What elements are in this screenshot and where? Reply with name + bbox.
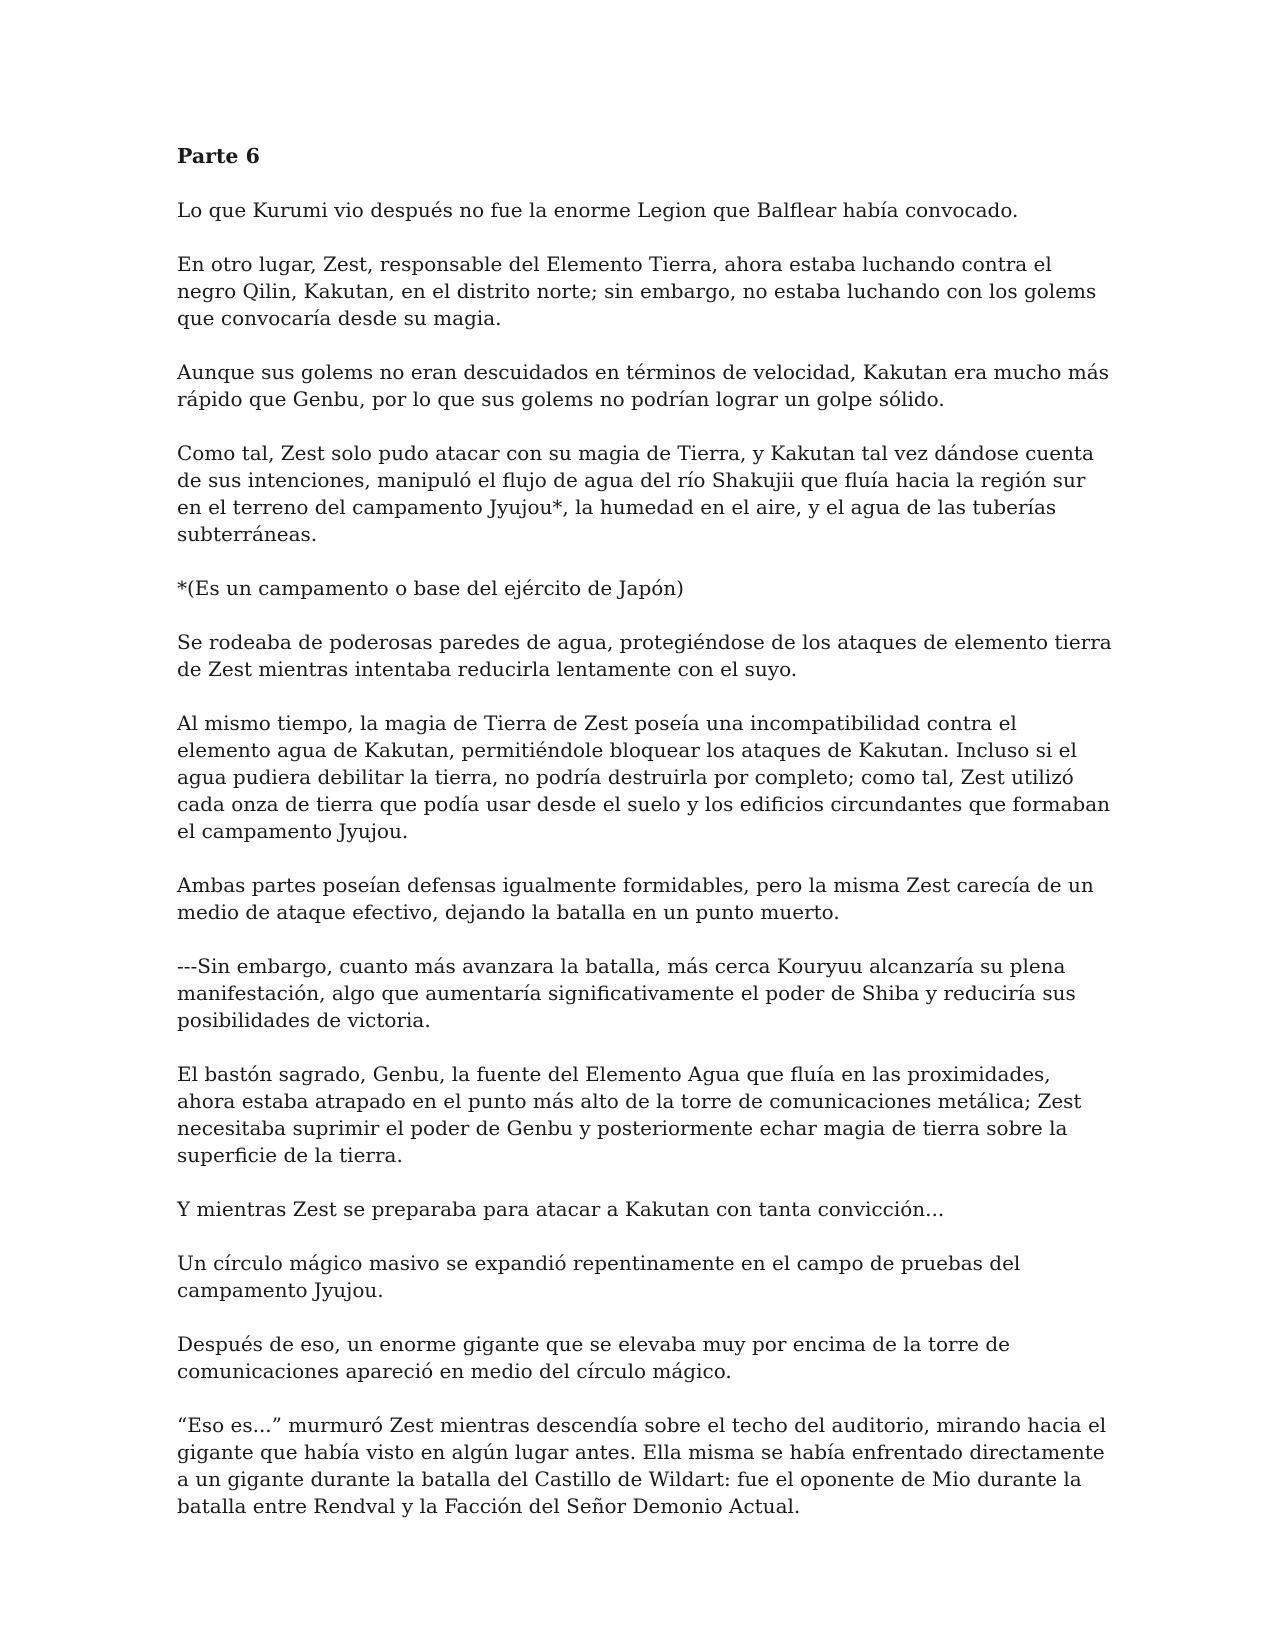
paragraph: Después de eso, un enorme gigante que se elevaba muy por encima de la torre de comunicaciones apareció en medio del círculo mágico. — [177, 1332, 1010, 1383]
paragraph: Lo que Kurumi vio después no fue la enorme Legion que Balflear había convocado. — [177, 198, 1019, 222]
paragraph: Al mismo tiempo, la magia de Tierra de Zest poseía una incompatibilidad contra el elemento agua de Kakutan, permitiéndole bloquear los ataques de Kakutan. Incluso si el agua pudiera debilitar la tierra, no podría destruirla por completo; como tal, Zest utilizó cada onza de tierra que podía usar desde el suelo y los edificios circundantes que formaban el campamento Jyujou. — [177, 711, 1111, 843]
paragraph: ---Sin embargo, cuanto más avanzara la batalla, más cerca Kouryuu alcanzaría su plena manifestación, algo que aumentaría significativamente el poder de Shiba y reduciría sus posibilidades de victoria. — [177, 954, 1076, 1032]
paragraph: “Eso es...” murmuró Zest mientras descendía sobre el techo del auditorio, mirando hacia el gigante que había visto en algún lugar antes. Ella misma se había enfrentado directamente a un gigante durante la batalla del Castillo de Wildart: fue el oponente de Mio durante la batalla entre Rendval y la Facción del Señor Demonio Actual. — [177, 1413, 1107, 1518]
chapter-heading: Parte 6 — [177, 144, 260, 168]
paragraph: Ambas partes poseían defensas igualmente formidables, pero la misma Zest carecía de un medio de ataque efectivo, dejando la batalla en un punto muerto. — [177, 873, 1094, 924]
document-page — [177, 143, 1112, 1547]
paragraph: En otro lugar, Zest, responsable del Elemento Tierra, ahora estaba luchando contra el negro Qilin, Kakutan, en el distrito norte; sin embargo, no estaba luchando con los golems que convocaría desde su magia. — [177, 252, 1097, 330]
footnote-paragraph: *(Es un campamento o base del ejército de Japón) — [177, 576, 684, 600]
paragraph: El bastón sagrado, Genbu, la fuente del Elemento Agua que fluía en las proximidades, ahora estaba atrapado en el punto más alto de la torre de comunicaciones metálica; Zest necesitaba suprimir el poder de Genbu y posteriormente echar magia de tierra sobre la superficie de la tierra. — [177, 1062, 1082, 1167]
paragraph: Se rodeaba de poderosas paredes de agua, protegiéndose de los ataques de elemento tierra de Zest mientras intentaba reducirla lentamente con el suyo. — [177, 630, 1112, 681]
paragraph: Un círculo mágico masivo se expandió repentinamente en el campo de pruebas del campamento Jyujou. — [177, 1251, 1021, 1302]
paragraph: Aunque sus golems no eran descuidados en términos de velocidad, Kakutan era mucho más rápido que Genbu, por lo que sus golems no podrían lograr un golpe sólido. — [177, 360, 1109, 411]
paragraph: Y mientras Zest se preparaba para atacar a Kakutan con tanta convicción... — [177, 1197, 945, 1221]
paragraph: Como tal, Zest solo pudo atacar con su magia de Tierra, y Kakutan tal vez dándose cuenta de sus intenciones, manipuló el flujo de agua del río Shakujii que fluía hacia la región sur en el terreno del campamento Jyujou*, la humedad en el aire, y el agua de las tuberías subterráneas. — [177, 441, 1094, 546]
